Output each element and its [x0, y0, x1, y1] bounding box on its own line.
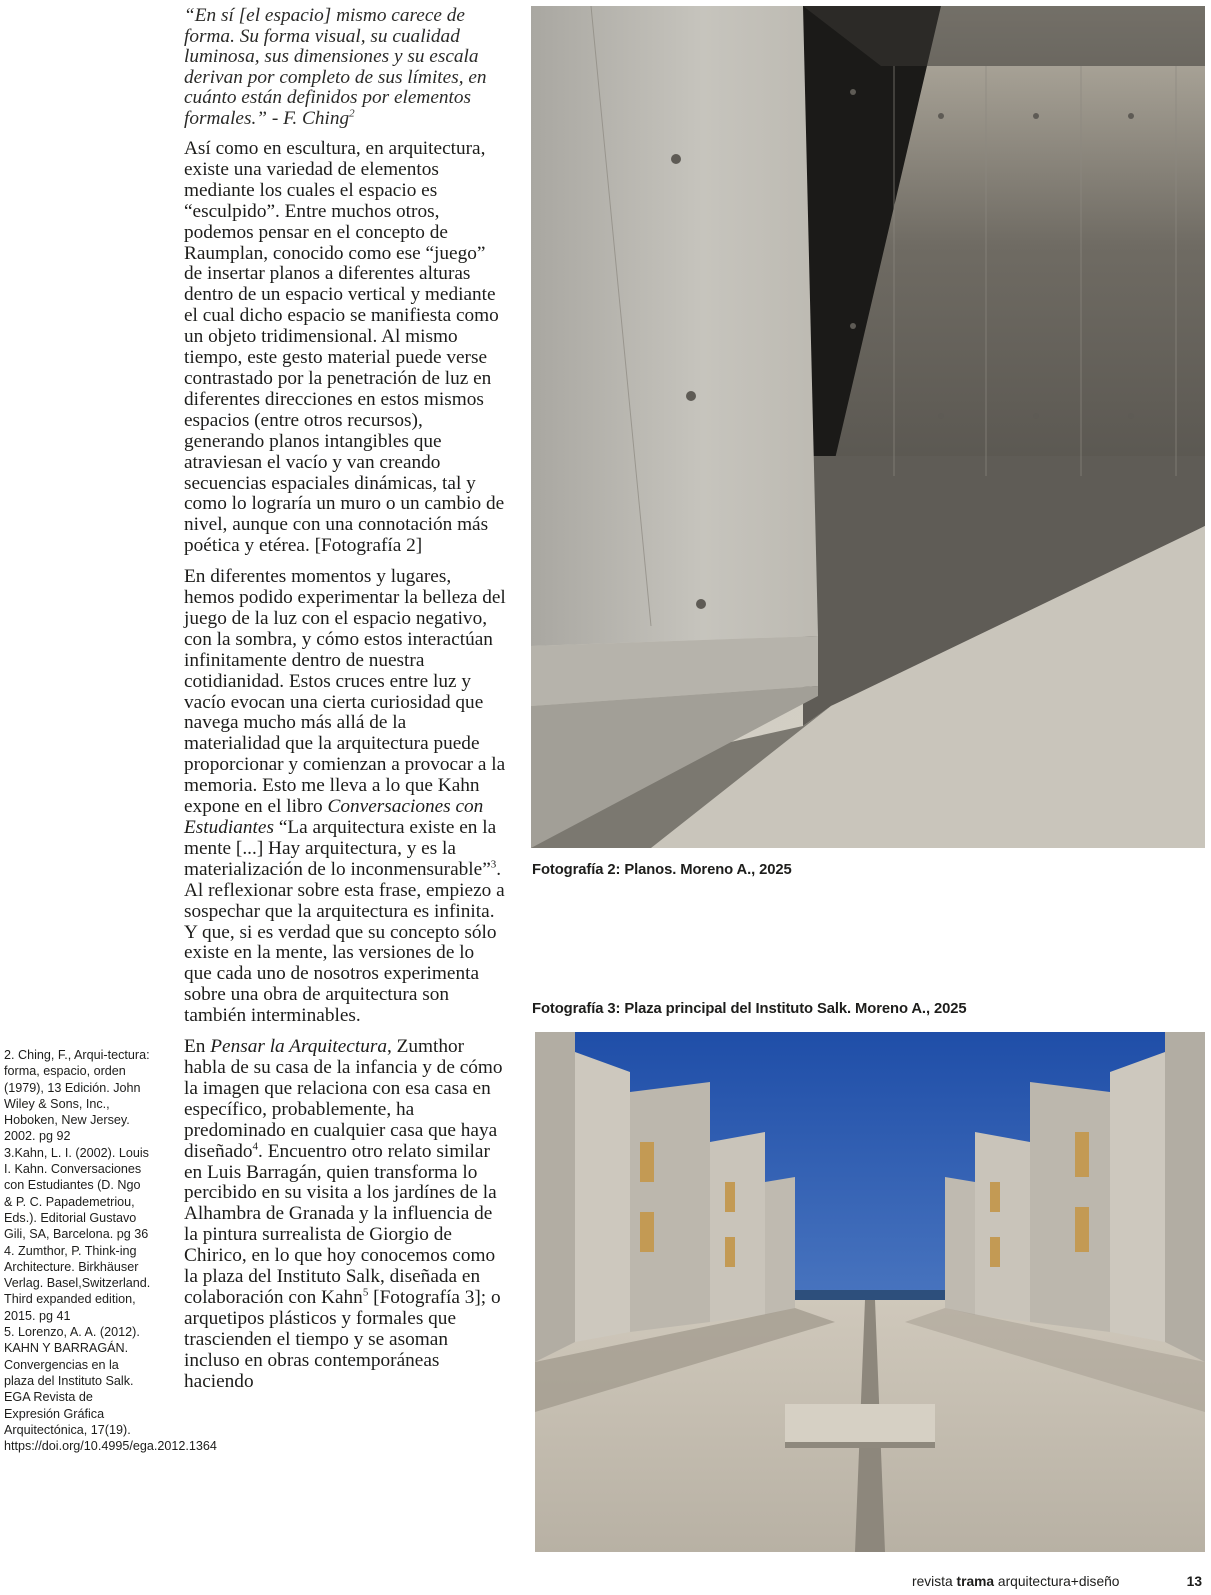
photo-2-caption: Fotografía 2: Planos. Moreno A., 2025 — [532, 862, 792, 878]
book-title: Conversaciones con Estudiantes — [184, 796, 484, 838]
footnote-4: 4. Zumthor, P. Think-ing Architecture. Birkhäuser Verlag. Basel,Switzerland. Third expanded edition, 2015. pg 41 — [4, 1243, 151, 1323]
footnote-ref[interactable]: 2 — [349, 107, 355, 120]
footnotes-sidebar — [4, 1047, 217, 1454]
footnote-2: 2. Ching, F., Arqui-tectura: forma, espacio, orden (1979), 13 Edición. John Wiley & Sons, Inc., Hoboken, New Jersey. 2002. pg 92 — [4, 1048, 150, 1144]
photo-salk-plaza — [535, 1032, 1205, 1552]
photo-planos — [531, 6, 1205, 848]
magazine-name: revista trama arquitectura+diseño — [912, 1574, 1120, 1589]
footnote-ref[interactable]: 3 — [490, 858, 497, 871]
paragraph-3: En Pensar la Arquitectura, Zumthor habla de su casa de la infancia y de cómo la imagen que relaciona con esa casa en específico, probablemente, ha predominado en cualquier casa que haya diseñado$^4$. Encuentro otro relato similar en Luis Barragán, quien transforma lo percibido en su visita a los jardínes de la Alhambra de Granada y la influencia de la pintura surrealista de Giorgio de Chirico, en lo que hoy conocemos como la plaza del Instituto Salk, diseñada en colaboración con Kahn$^5$ [Fotografía 3]; o arquetipos plásticos y formales que trascienden el tiempo y se asoman incluso en obras contemporáneas haciendo — [184, 1036, 503, 1392]
footnote-5[interactable]: 5. Lorenzo, A. A. (2012). KAHN Y BARRAGÁN. Convergencias en la plaza del Instituto Salk. EGA Revista de Expresión Gráfica Arquitectónica, 17(19). https://doi.org/10.4995/ega.2012.1364 — [4, 1325, 217, 1454]
book-title: Pensar la Arquitectura — [210, 1036, 387, 1058]
epigraph-quote: “En sí [el espacio] mismo carece de forma. Su forma visual, su cualidad luminosa, sus dimensiones y su escala derivan por completo de sus límites, en cuánto están definidos por elementos formales.” - F. Ching$^2$ — [184, 5, 487, 129]
page-number: 13 — [1186, 1574, 1202, 1589]
footnote-3: 3.Kahn, L. I. (2002). Louis I. Kahn. Conversaciones con Estudiantes (D. Ngo & P. C. Papademetriou, Eds.). Editorial Gustavo Gili, SA, Barcelona. pg 36 — [4, 1145, 149, 1242]
footnote-ref[interactable]: 5 — [362, 1286, 369, 1299]
paragraph-2: En diferentes momentos y lugares, hemos podido experimentar la belleza del juego de la luz con el espacio negativo, con la sombra, y cómo estos interactúan infinitamente dentro de nuestra cotidianidad. Estos cruces entre luz y vacío evocan una cierta curiosidad que navega mucho más allá de la materialidad que la arquitectura puede proporcionar y comienzan a provocar a la memoria. Esto me lleva a lo que Kahn expone en el libro Conversaciones con Estudiantes “La arquitectura existe en la mente [...] Hay arquitectura, y es la materialización de lo inconmensurable”$^3$. Al reflexionar sobre esta frase, empiezo a sospechar que la arquitectura es infinita. Y que, si es verdad que su concepto sólo existe en la mente, las versiones de lo que cada uno de nosotros experimenta sobre una obra de arquitectura son también interminables. — [184, 566, 506, 1027]
footnote-ref[interactable]: 4 — [252, 1140, 259, 1153]
photo-3-caption: Fotografía 3: Plaza principal del Instituto Salk. Moreno A., 2025 — [532, 1001, 967, 1017]
article-body — [184, 6, 506, 1402]
page-footer — [912, 1574, 1202, 1589]
paragraph-1: Así como en escultura, en arquitectura, existe una variedad de elementos mediante los cuales el espacio es “esculpido”. Entre muchos otros, podemos pensar en el concepto de Raumplan, conocido como ese “juego” de insertar planos a diferentes alturas dentro de un espacio vertical y mediante el cual dicho espacio se manifiesta como un objeto tridimensional. Al mismo tiempo, este gesto material puede verse contrastado por la penetración de luz en diferentes direcciones en estos mismos espacios (entre otros recursos), generando planos intangibles que atraviesan el vacío y van creando secuencias espaciales dinámicas, tal y como lo lograría un muro o un cambio de nivel, aunque con una connotación más poética y etérea. [Fotografía 2] — [184, 138, 505, 557]
